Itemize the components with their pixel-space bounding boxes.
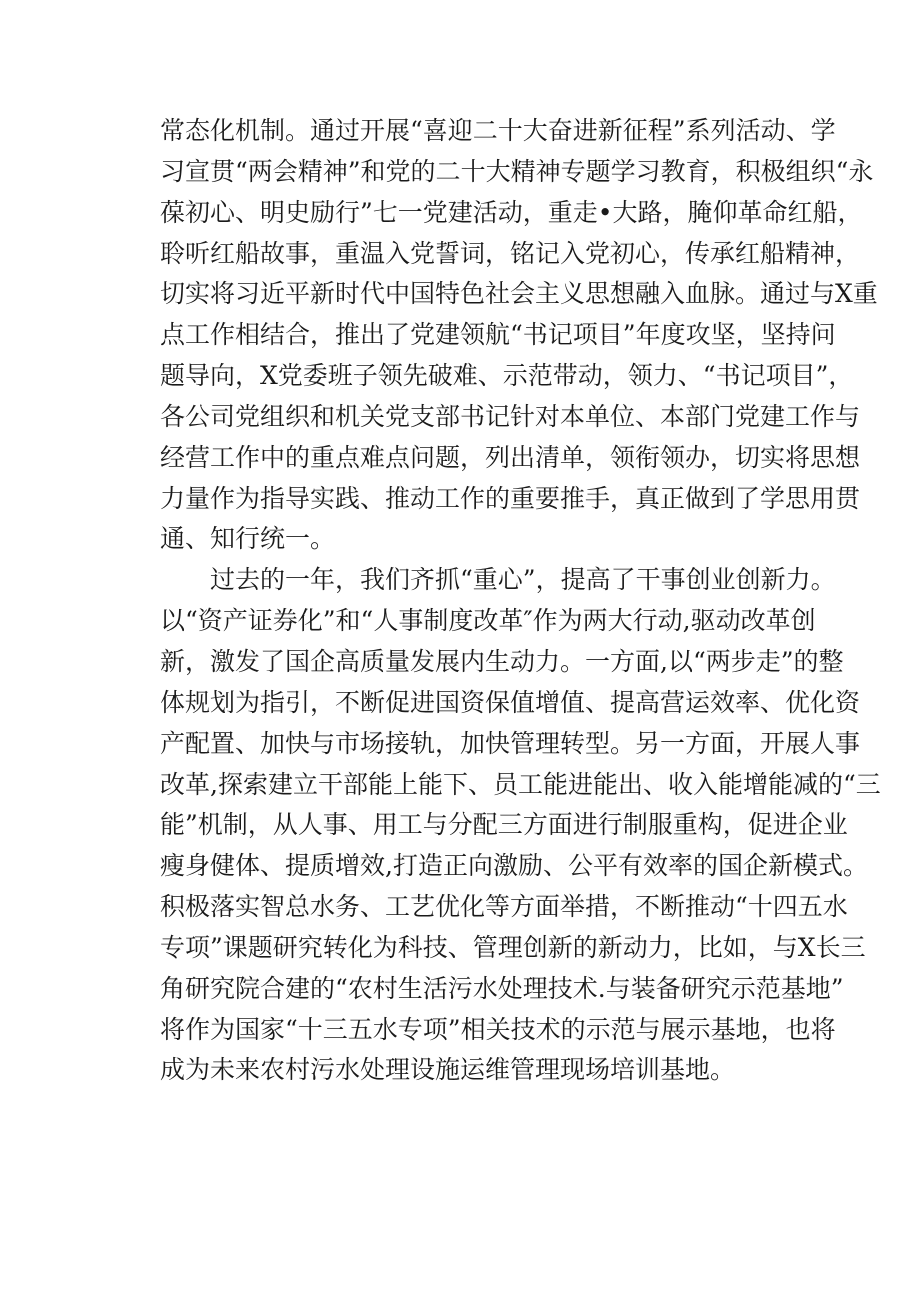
paragraph-line: 改革,探索建立干部能上能下、员工能进能出、收入能增能减的“三	[160, 769, 881, 799]
paragraph-line: 将作为国家“十三五水专项”相关技术的示范与展示基地，也将	[160, 1014, 836, 1044]
paragraph-line: 专项”课题研究转化为科技、管理创新的新动力，比如，与X长三	[160, 932, 866, 962]
paragraph-line: 体规划为指引，不断促进国资保值增值、提高营运效率、优化资	[160, 687, 861, 717]
paragraph-line: 切实将习近平新时代中国特色社会主义思想融入血脉。通过与X重	[160, 279, 878, 309]
paragraph-line: 题导向，X党委班子领先破难、示范带动，领力、“书记项目”，	[160, 361, 854, 391]
paragraph-line: 力量作为指导实践、推动工作的重要推手，真正做到了学思用贯	[160, 483, 861, 513]
paragraph-line: 点工作相结合，推出了党建领航“书记项目”年度攻坚，坚持问	[160, 320, 836, 350]
paragraph-line: 能”机制，从人事、用工与分配三方面进行制服重构，促进企业	[160, 810, 848, 840]
paragraph-line: 新，激发了国企高质量发展内生动力。一方面,以“两步走”的整	[160, 646, 844, 676]
paragraph-line: 以“资产证券化”和“人事制度改革″作为两大行动,驱动改革创	[160, 606, 816, 636]
paragraph-1	[160, 111, 878, 560]
paragraph-line: 葆初心、明史励行”七一党建活动，重走•大路，腌仰革命红船，	[160, 197, 863, 227]
paragraph-line: 习宣贯“两会精神”和党的二十大精神专题学习教育，积极组织“永	[160, 156, 874, 186]
paragraph-line: 过去的一年，我们齐抓“重心”，提高了干事创业创新力。	[210, 565, 836, 595]
document-body	[160, 111, 881, 1091]
paragraph-line: 常态化机制。通过开展“喜迎二十大奋进新征程”系列活动、学	[160, 116, 836, 145]
paragraph-2	[160, 560, 881, 1091]
paragraph-line: 积极落实智总水务、工艺优化等方面举措，不断推动“十四五水	[160, 892, 848, 922]
paragraph-line: 角研究院合建的“农村生活污水处理技术.与装备研究示范基地”	[160, 973, 844, 1003]
paragraph-line: 瘦身健体、提质增效,打造正向激励、公平有效率的国企新模式。	[160, 851, 868, 881]
paragraph-line: 经营工作中的重点难点问题，列出清单，领衔领办，切实将思想	[160, 442, 861, 472]
paragraph-line: 聆听红船故事，重温入党誓词，铭记入党初心，传承红船精神，	[160, 238, 861, 268]
paragraph-line: 产配置、加快与市场接轨，加快管理转型。另一方面，开展人事	[160, 728, 861, 758]
paragraph-line: 通、知行统一。	[160, 524, 336, 554]
paragraph-line: 各公司党组织和机关党支部书记针对本单位、本部门党建工作与	[160, 401, 861, 431]
paragraph-line: 成为未来农村污水处理设施运维管理现场培训基地。	[160, 1055, 736, 1085]
